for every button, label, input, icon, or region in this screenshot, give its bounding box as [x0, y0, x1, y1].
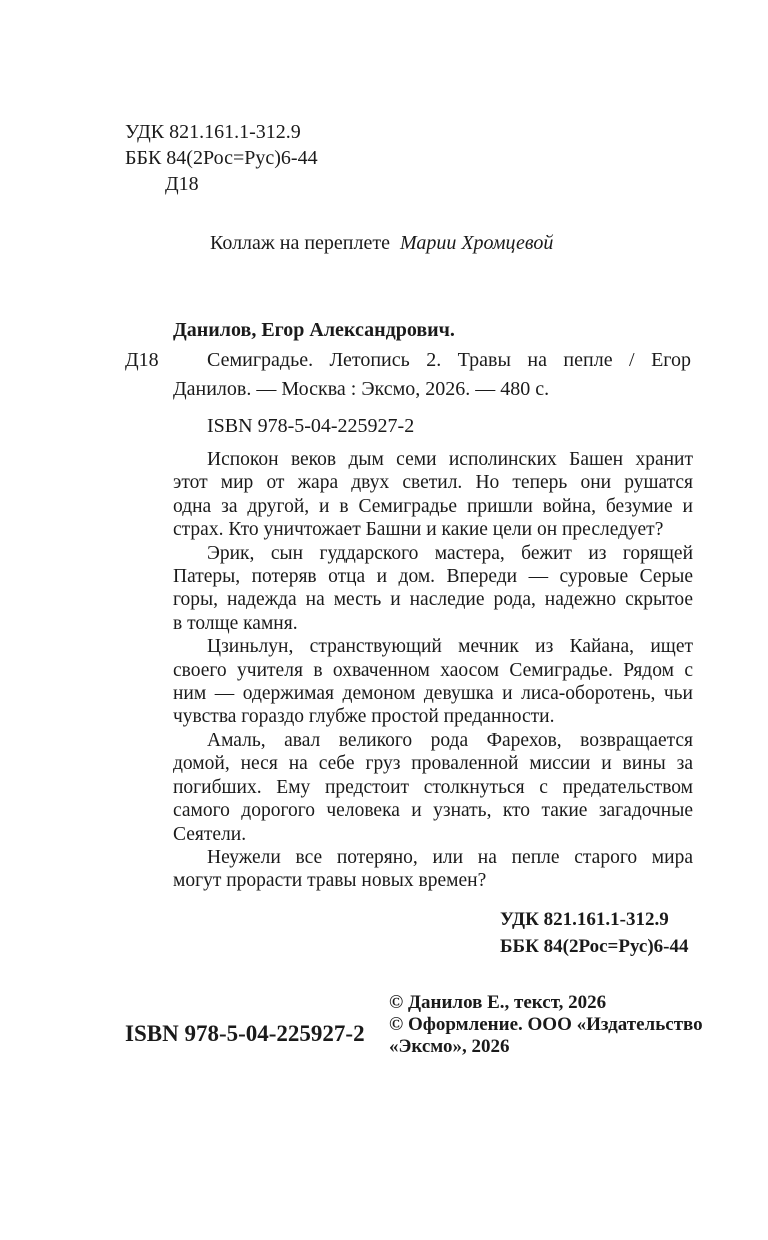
cover-credit	[210, 231, 553, 255]
copyright-line-2: © Оформление. ООО «Издательство	[389, 1014, 703, 1035]
bbk-code: ББК 84(2Рос=Рус)6-44	[125, 147, 318, 169]
annotation-line: погибших. Ему предстоит столкнуться с предательством	[173, 776, 693, 798]
catalog-title-line1: Семиградье. Летопись 2. Травы на пепле / Егор	[207, 349, 691, 371]
copyright-line-3: «Эксмо», 2026	[389, 1036, 510, 1057]
catalog-author: Данилов, Егор Александрович.	[173, 319, 455, 341]
udk-code: УДК 821.161.1-312.9	[125, 121, 301, 143]
annotation-line: Эрик, сын гуддарского мастера, бежит из горящей	[207, 542, 693, 564]
annotation-line: страх. Кто уничтожает Башни и какие цели он преследует?	[173, 519, 664, 541]
annotation-line: в толще камня.	[173, 612, 298, 634]
annotation-line: этот мир от жара двух светил. Но теперь они рушатся	[173, 472, 693, 494]
copyright-line-1: © Данилов Е., текст, 2026	[389, 992, 607, 1013]
annotation-line: самого дорогого человека и узнать, кто такие загадочные	[173, 800, 693, 822]
annotation-line: Неужели все потеряно, или на пепле старого мира	[207, 846, 693, 868]
annotation-line: Патеры, потеряв отца и дом. Впереди — суровые Серые	[173, 566, 693, 588]
annotation-line: горы, надежда на месть и наследие рода, надежно скрытое	[173, 589, 693, 611]
catalog-sign: Д18	[125, 349, 159, 371]
annotation-line: домой, неся на себе груз проваленной миссии и вины за	[173, 753, 693, 775]
annotation-line: чувства гораздо глубже простой преданности.	[173, 706, 555, 728]
annotation-line: Сеятели.	[173, 823, 247, 845]
annotation-line: Цзиньлун, странствующий мечник из Кайана, ищет	[207, 636, 693, 658]
author-sign: Д18	[165, 173, 199, 195]
catalog-title-line2: Данилов. — Москва : Эксмо, 2026. — 480 с.	[173, 378, 550, 400]
annotation-line: могут прорасти травы новых времен?	[173, 870, 487, 892]
catalog-isbn: ISBN 978-5-04-225927-2	[207, 415, 415, 437]
annotation-line: Амаль, авал великого рода Фарехов, возвращается	[207, 729, 693, 751]
cover-credit-label: Коллаж на переплете	[210, 232, 390, 254]
annotation	[173, 448, 693, 893]
footer-udk-code: УДК 821.161.1-312.9	[500, 909, 669, 930]
footer-bbk-code: ББК 84(2Рос=Рус)6-44	[500, 936, 689, 957]
isbn-main: ISBN 978-5-04-225927-2	[125, 1021, 365, 1046]
cover-credit-artist: Марии Хромцевой	[399, 232, 554, 254]
annotation-line: ним — одержимая демоном девушка и лиса-оборотень, чьи	[173, 683, 693, 705]
annotation-line: своего учителя в охваченном хаосом Семиградье. Рядом с	[173, 659, 693, 681]
annotation-line: Испокон веков дым семи исполинских Башен хранит	[207, 449, 693, 470]
annotation-line: одна за другой, и в Семиградье пришли война, безумие и	[173, 495, 693, 517]
